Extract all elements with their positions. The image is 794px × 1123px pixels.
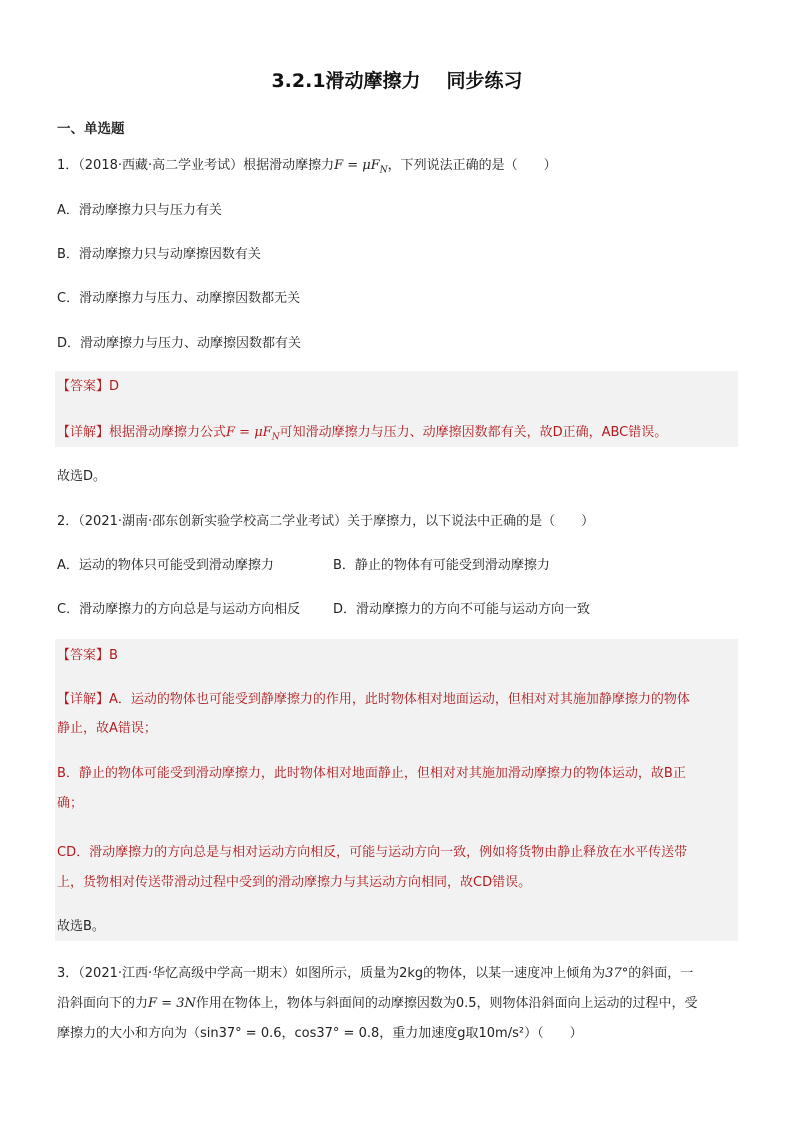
q1-option-d: D．滑动摩擦力与压力、动摩擦因数都有关 bbox=[57, 336, 302, 351]
q2-option-b: B．静止的物体有可能受到滑动摩擦力 bbox=[333, 558, 550, 573]
title-sub: 同步练习 bbox=[446, 70, 523, 92]
question-3-line-1: 3．（2021·江西·华忆高级中学高一期末）如图所示，质量为2kg的物体，以某一速度冲上倾角为37°的斜面，一 bbox=[57, 966, 694, 981]
q2-answer bbox=[57, 647, 118, 665]
q2-conclusion: 故选B。 bbox=[57, 919, 105, 934]
q2-detail-line-4: 确； bbox=[57, 796, 84, 811]
answer-value: D bbox=[109, 379, 120, 394]
q2-detail-line-3: B．静止的物体可能受到滑动摩擦力，此时物体相对地面静止，但相对对其施加滑动摩擦力的物体运动，故B正 bbox=[57, 766, 686, 781]
detail-tag: 【详解】 bbox=[57, 692, 110, 707]
question-3-line-2: 沿斜面向下的力F = 3N作用在物体上，物体与斜面间的动摩擦因数为0.5，则物体沿斜面向上运动的过程中，受 bbox=[57, 996, 698, 1011]
q2-detail-line-1: 【详解】A．运动的物体也可能受到静摩擦力的作用，此时物体相对地面运动，但相对对其施加静摩擦力的物体 bbox=[57, 692, 690, 707]
q1-answer bbox=[57, 378, 119, 396]
q1-detail: 【详解】根据滑动摩擦力公式$F = \mu F_N$可知滑动摩擦力与压力、动摩擦因数都有关，故D正确，ABC错误。 bbox=[57, 425, 668, 443]
q2-option-d: D．滑动摩擦力的方向不可能与运动方向一致 bbox=[333, 602, 591, 617]
title-main: 3.2.1滑动摩擦力 bbox=[271, 70, 421, 92]
detail-tag: 【详解】 bbox=[57, 425, 110, 440]
question-3-line-3: 摩擦力的大小和方向为（sin37° = 0.6，cos37° = 0.8，重力加速度g取10m/s²）（ ） bbox=[57, 1026, 583, 1041]
q2-detail-line-6: 上，货物相对传送带滑动过程中受到的滑动摩擦力与其运动方向相同，故CD错误。 bbox=[57, 875, 532, 890]
q2-option-a: A．运动的物体只可能受到滑动摩擦力 bbox=[57, 558, 274, 573]
q2-detail-line-5: CD．滑动摩擦力的方向总是与相对运动方向相反，可能与运动方向一致，例如将货物由静止释放在水平传送带 bbox=[57, 845, 688, 860]
answer-tag: 【答案】 bbox=[57, 648, 110, 663]
q1-option-c: C．滑动摩擦力与压力、动摩擦因数都无关 bbox=[57, 291, 301, 306]
page-title bbox=[0, 66, 794, 93]
q2-option-c: C．滑动摩擦力的方向总是与运动方向相反 bbox=[57, 602, 301, 617]
angle: 37° bbox=[605, 966, 629, 981]
section-heading: 一、单选题 bbox=[57, 121, 125, 137]
question-1-stem: 1．（2018·西藏·高二学业考试）根据滑动摩擦力$F = \mu F_N$，下列说法正确的是（ ） bbox=[57, 158, 557, 176]
formula: F = 3N bbox=[148, 996, 196, 1011]
q1-conclusion: 故选D。 bbox=[57, 469, 107, 484]
q2-answer-block bbox=[55, 639, 738, 941]
q2-detail-line-2: 静止，故A错误； bbox=[57, 721, 157, 736]
formula: $F = \mu F_N$ bbox=[226, 425, 280, 443]
formula: $F = \mu F_N$ bbox=[334, 158, 388, 176]
q1-option-b: B．滑动摩擦力只与动摩擦因数有关 bbox=[57, 247, 261, 262]
q1-option-a: A．滑动摩擦力只与压力有关 bbox=[57, 203, 222, 218]
question-2-stem: 2．（2021·湖南·邵东创新实验学校高二学业考试）关于摩擦力，以下说法中正确的是（ ） bbox=[57, 514, 595, 529]
answer-tag: 【答案】 bbox=[57, 379, 110, 394]
answer-value: B bbox=[109, 648, 118, 663]
